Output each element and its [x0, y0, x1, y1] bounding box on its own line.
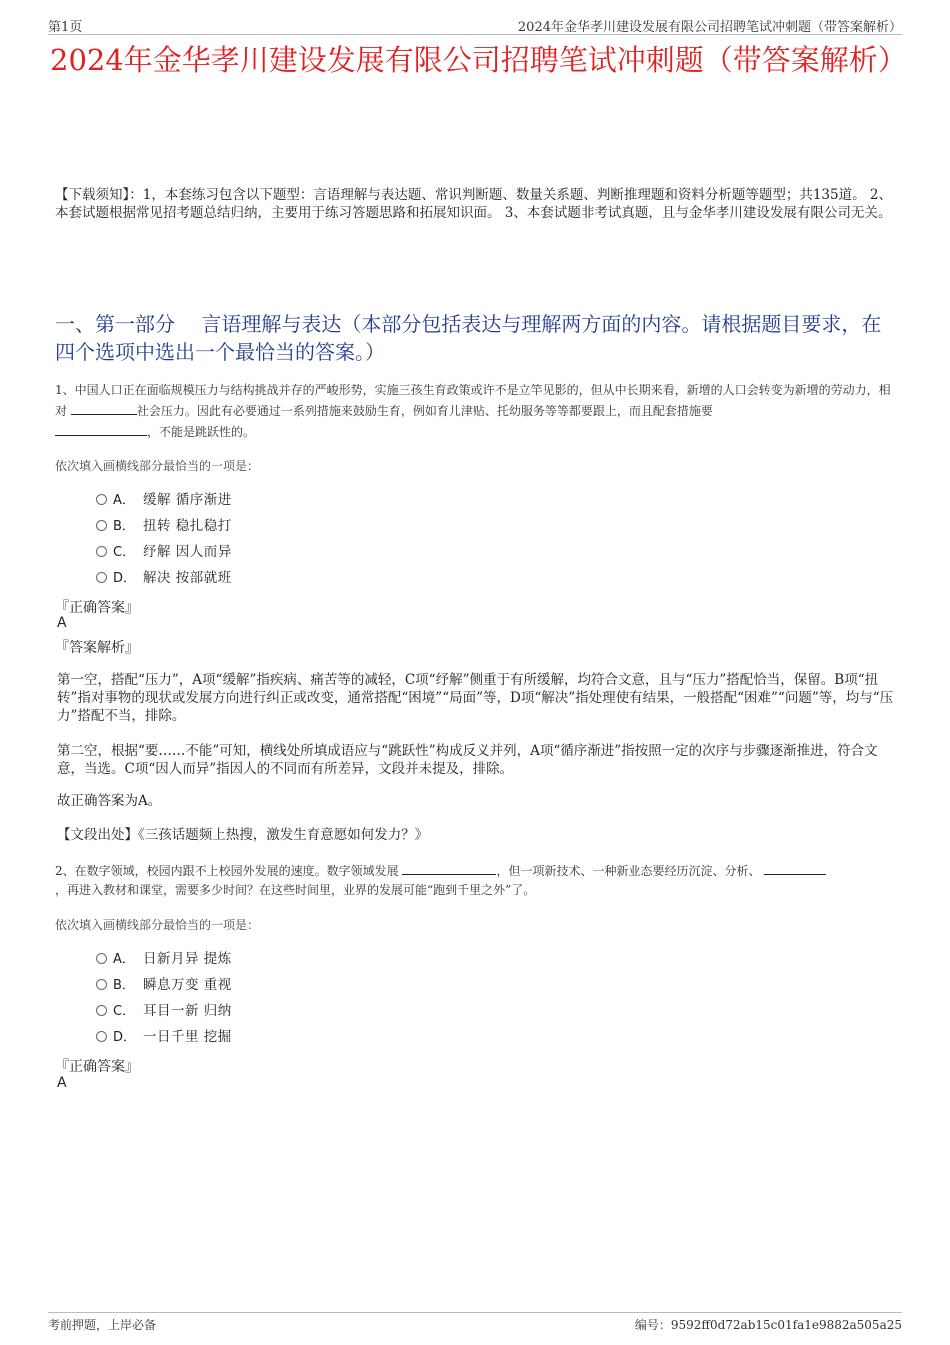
- question-2-part-c: ，再进入教材和课堂，需要多少时间？在这些时间里，业界的发展可能“跑到千里之外”了。: [55, 883, 536, 897]
- question-1-answer-label: 『正确答案』: [55, 600, 139, 616]
- question-1-part-b: 社会压力。因此有必要通过一系列措施来鼓励生育，例如育儿津贴、托幼服务等等都要跟上，而且配套措施要: [136, 404, 713, 418]
- question-1-answer: A: [57, 615, 67, 631]
- question-2-blank-1: [402, 860, 496, 875]
- page-number: 第1页: [48, 20, 83, 35]
- header-doc-title: 2024年金华孝川建设发展有限公司招聘笔试冲刺题（带答案解析）: [517, 20, 902, 35]
- question-2-option-b[interactable]: B． 瞬息万变 重视: [96, 975, 232, 995]
- question-1-prompt: 依次填入画横线部分最恰当的一项是：: [55, 459, 260, 473]
- question-1-text: [55, 381, 897, 442]
- question-2-prompt: 依次填入画横线部分最恰当的一项是：: [55, 918, 260, 932]
- radio-icon[interactable]: [96, 1031, 107, 1042]
- question-1-blank-1: [71, 400, 137, 415]
- question-2-part-b: ，但一项新技术、一种新业态要经历沉淀、分析、: [496, 864, 765, 878]
- radio-icon[interactable]: [96, 572, 107, 583]
- question-1-analysis-2: 第二空，根据“要……不能”可知，横线处所填成语应与“跳跃性”构成反义并列，A项“循序渐进”指按照一定的次序与步骤逐渐推进，符合文意，当选。C项“因人而异”指因人的不同而有所差异，文段并未提及，排除。: [57, 743, 878, 777]
- question-1-blank-2: [55, 421, 147, 436]
- question-2-part-a: 2、在数字领域，校园内跟不上校园外发展的速度。数字领域发展: [55, 864, 403, 878]
- footer-serial: 编号：9592ff0d72ab15c01fa1e9882a505a25: [634, 1318, 902, 1332]
- question-1-analysis-label: 『答案解析』: [55, 640, 139, 656]
- section-title: 一、第一部分 言语理解与表达（本部分包括表达与理解两方面的内容。请根据题目要求，在四个选项中选出一个最恰当的答案。）: [55, 312, 882, 364]
- question-1-option-b[interactable]: B． 扭转 稳扎稳打: [96, 516, 232, 536]
- radio-icon[interactable]: [96, 494, 107, 505]
- question-1-source: 【文段出处】《三孩话题频上热搜，激发生育意愿如何发力？》: [57, 827, 429, 843]
- question-1-part-a: 1、中国人口正在面临规模压力与结构挑战并存的严峻形势，实施三孩生育政策或许不是立竿见影的，但从中长期来看，新增的人口会转变为新增的劳动力，相对: [55, 383, 891, 418]
- question-1-part-c: ，不能是跳跃性的。: [147, 425, 256, 439]
- question-2-blank-2: [764, 860, 826, 875]
- radio-icon[interactable]: [96, 953, 107, 964]
- download-notice: 【下载须知】：1，本套练习包含以下题型：言语理解与表达题、常识判断题、数量关系题、判断推理题和资料分析题等题型；共135道。 2、本套试题根据常见招考题总结归纳，主要用于练习答题思路和拓展知识面。 3、本套试题非考试真题，且与金华孝川建设发展有限公司无关。: [55, 187, 892, 221]
- question-1-conclusion: 故正确答案为A。: [57, 793, 162, 809]
- question-2-option-a[interactable]: A． 日新月异 提炼: [96, 949, 232, 969]
- question-2-option-d[interactable]: D． 一日千里 挖掘: [96, 1027, 232, 1047]
- radio-icon[interactable]: [96, 520, 107, 531]
- radio-icon[interactable]: [96, 979, 107, 990]
- question-2-answer: A: [57, 1075, 67, 1091]
- document-title: 2024年金华孝川建设发展有限公司招聘笔试冲刺题（带答案解析）: [50, 43, 907, 77]
- footer-slogan: 考前押题，上岸必备: [48, 1318, 157, 1332]
- question-2-text: [55, 860, 897, 900]
- page-footer: [48, 1312, 902, 1333]
- page-header: [48, 14, 902, 35]
- radio-icon[interactable]: [96, 1005, 107, 1016]
- question-1-option-c[interactable]: C． 纾解 因人而异: [96, 542, 232, 562]
- question-2-answer-label: 『正确答案』: [55, 1059, 139, 1075]
- question-2-option-c[interactable]: C． 耳目一新 归纳: [96, 1001, 232, 1021]
- question-1-option-a[interactable]: A． 缓解 循序渐进: [96, 490, 232, 510]
- radio-icon[interactable]: [96, 546, 107, 557]
- question-1-option-d[interactable]: D． 解决 按部就班: [96, 568, 232, 588]
- question-1-analysis-1: 第一空，搭配“压力”，A项“缓解”指疾病、痛苦等的减轻，C项“纾解”侧重于有所缓解，均符合文意，且与“压力”搭配恰当，保留。B项“扭转”指对事物的现状或发展方向进行纠正或改变，通常搭配“困境”“局面”等，D项“解决”指处理使有结果，一般搭配“困难”“问题”等，均与“压力”搭配不当，排除。: [57, 672, 894, 724]
